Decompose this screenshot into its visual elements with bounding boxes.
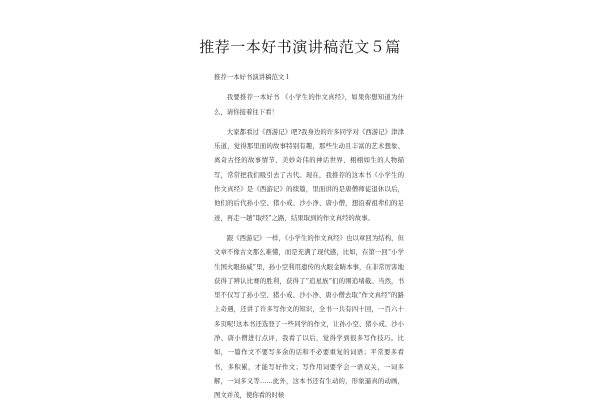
paragraph-2: 大家都看过《西游记》吧?我身边的许多同学对《西游记》津津乐道，觉得那里面的故事特别有趣，那些生动且丰富的艺术想象、离奇古怪的故事情节、美妙奇伟的神话世界、栩栩如生的人物描写，常常把我们吸引去了古代。现在，我推荐的这本书《小学生的作文真经》是《西游记》的续篇，里面讲的是唐僧师徒退休以后，他们的后代孙小空、猪小戒、沙小净、唐小僧，想沿着祖辈们的足迹，再走一趟“取经”之路，结果取到的作文真经的故事。 [214, 127, 404, 222]
paragraph-3: 跟《西游记》一样，《小学生的作文真经》也以章回为结构，但文章不像古文那么难懂，而是充满了现代感，比如，在第一回“小学生国火眼扬威”里，孙小空利用遗传的火眼金睛本事，在非常厉害地获得了辨认比赛的胜利，获得了“追星族”们的围追堵截。当然，书里不仅写了孙小空、猪小戒、沙小净、唐小僧去取“作文真经”的路上奇遇，还讲了许多写作文的知识，全书一共有四十回，一百六十多页呢!这本书还选登了一些同学的作文，让孙小空、猪小戒、沙小净、唐小僧进行点评，我看了以后，觉得学到很多写作技巧。比如，一篇作文不要写多余的话和不必要重复的词语；平常要多看书，多积累，才能写好作文；写作用词要学会一语双关，一词多解，一词多义等……此外，这本书还有生动的，形象逼真的动画，图文并茂，使你看的时候 [214, 233, 404, 400]
document-body [214, 70, 404, 400]
document-title: 推荐一本好书演讲稿范文５篇 [199, 38, 401, 56]
document-subtitle: 推荐一本好书演讲稿范文１ [214, 73, 291, 81]
paragraph-1: 我要推荐一本好书 《小学生的作文真经》，如果你想知道为什么，请你接着往下看！ [214, 93, 404, 116]
